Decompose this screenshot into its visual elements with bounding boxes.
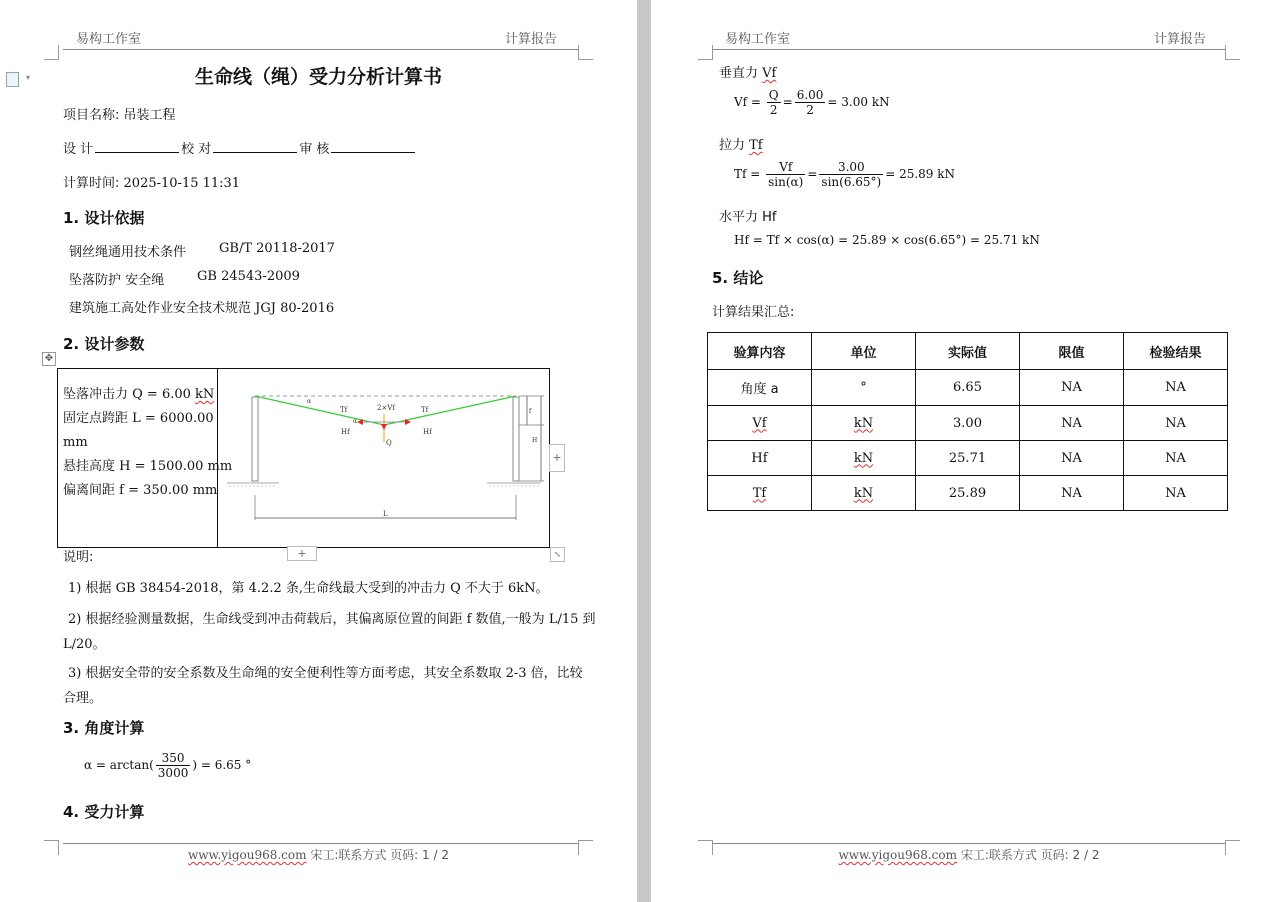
crop-mark	[1225, 45, 1240, 60]
basis-item	[69, 297, 334, 316]
header-rule	[63, 49, 578, 50]
chevron-down-icon[interactable]: ▾	[26, 73, 31, 82]
table-row	[708, 406, 1228, 441]
param-q-text: 坠落冲击力 Q = 6.00	[63, 387, 196, 402]
label-q: Q	[386, 439, 392, 447]
footer-text: 宋工:联系方式 页码: 2 / 2	[957, 848, 1100, 862]
footer-link[interactable]: www.yigou968.com	[188, 848, 307, 862]
time-value: 2025-10-15 11:31	[123, 176, 241, 191]
header-left: 易构工作室	[76, 32, 142, 47]
frac-den: 2	[806, 103, 814, 117]
table-row	[708, 441, 1228, 476]
angle-rhs: ) = 6.65 °	[192, 758, 252, 772]
param-l: 固定点跨距 L = 6000.00	[63, 411, 214, 426]
footer	[0, 846, 637, 863]
table-cell: Hf	[708, 441, 812, 476]
table-cell: 25.89	[916, 476, 1020, 511]
table-cell: 3.00	[916, 406, 1020, 441]
footer	[651, 846, 1287, 863]
table-cell: kN	[812, 406, 916, 441]
table-cell: NA	[1124, 406, 1228, 441]
param-h: 悬挂高度 H = 1500.00 mm	[63, 459, 233, 474]
header-cell: 实际值	[916, 333, 1020, 370]
header-cell: 限值	[1020, 333, 1124, 370]
table-cell: 角度 a	[708, 370, 812, 406]
table-cell: NA	[1124, 370, 1228, 406]
basis-item	[69, 269, 164, 288]
basis-code: GB 24543-2009	[197, 269, 300, 284]
table-cell: kN	[812, 476, 916, 511]
angle-formula	[84, 751, 251, 780]
note-item: 3) 根据安全带的安全系数及生命绳的安全便利性等方面考虑，其安全系数取 2-3 倍，比较	[68, 666, 583, 681]
arrow-q	[381, 424, 387, 430]
label-tf-right: Tf	[421, 406, 429, 414]
crop-mark	[44, 45, 59, 60]
check-label: 校 对	[181, 142, 212, 157]
tf-heading	[719, 134, 763, 153]
crop-mark	[698, 45, 713, 60]
frac-den: sin(α)	[768, 175, 804, 189]
vf-frac-1	[767, 88, 781, 117]
header-rule	[712, 49, 1225, 50]
frac-num: 3.00	[819, 160, 883, 175]
frac-num: 6.00	[796, 88, 824, 102]
signature-line	[63, 138, 417, 157]
review-label: 审 核	[299, 142, 330, 157]
lifeline-diagram	[219, 370, 548, 546]
time-line	[63, 172, 240, 191]
parameter-list	[63, 383, 232, 503]
footer-text: 宋工:联系方式 页码: 1 / 2	[306, 848, 449, 862]
table-cell: Tf	[708, 476, 812, 511]
table-cell: 25.71	[916, 441, 1020, 476]
project-line	[63, 104, 176, 123]
tf-formula: Tf = $\frac{Vf}{\sin(\alpha)}$ = $\frac{3.00}{\sin(6.65^\circ)}$ = 25.89 kN	[734, 160, 956, 189]
vf-formula: Vf = $\frac{Q}{2}$ = $\frac{6.00}{2}$ = 3.00 kN	[734, 88, 890, 117]
section-4-heading: 4. 受力计算	[63, 803, 145, 821]
table-row	[708, 476, 1228, 511]
angle-den: 3000	[157, 766, 189, 780]
label-alpha-top: α	[307, 398, 312, 405]
label-l: L	[383, 510, 388, 518]
tf-symbol: Tf	[749, 138, 763, 153]
hf-heading: 水平力 Hf	[719, 210, 777, 225]
note-item: L/20。	[63, 637, 106, 652]
table-move-handle-icon[interactable]: ✥	[42, 352, 56, 366]
results-table	[707, 332, 1228, 511]
crop-mark	[578, 45, 593, 60]
note-item: 2) 根据经验测量数据，生命线受到冲击荷载后，其偏离原位置的间距 f 数值,一般为 L/15 到	[68, 612, 596, 627]
basis-code: JGJ 80-2016	[255, 301, 335, 316]
footer-rule	[712, 843, 1225, 844]
right-post	[513, 397, 519, 481]
table-cell: NA	[1020, 476, 1124, 511]
section-1-heading: 1. 设计依据	[63, 209, 145, 227]
header-right: 计算报告	[505, 32, 558, 47]
tf-lhs: Tf =	[734, 167, 765, 181]
frac-den: 2	[769, 103, 778, 117]
table-cell: NA	[1020, 441, 1124, 476]
frac-num: Vf	[766, 160, 805, 175]
tf-result: = 25.89 kN	[885, 167, 956, 181]
header-left: 易构工作室	[725, 32, 791, 47]
table-cell: NA	[1020, 406, 1124, 441]
tf-frac-2	[819, 160, 883, 189]
page-1	[0, 0, 637, 902]
vf-symbol: Vf	[762, 66, 777, 81]
tf-frac-1	[766, 160, 805, 189]
note-item: 1) 根据 GB 38454-2018，第 4.2.2 条,生命线最大受到的冲击力 Q 不大于 6kN。	[68, 581, 549, 596]
vf-label: 垂直力	[719, 66, 763, 81]
label-h: H	[532, 437, 538, 444]
frac-num: Q	[768, 88, 779, 102]
parameter-table	[57, 368, 550, 548]
table-cell: kN	[812, 441, 916, 476]
label-tf-left: Tf	[340, 406, 348, 414]
basis-name: 建筑施工高处作业安全技术规范	[69, 301, 252, 316]
footer-rule	[63, 843, 578, 844]
label-hf-right: Hf	[423, 428, 432, 436]
note-label: 说明:	[63, 550, 94, 565]
angle-lhs: α = arctan(	[84, 758, 154, 772]
check-blank[interactable]	[213, 140, 297, 153]
design-label: 设 计	[63, 142, 94, 157]
header-cell: 检验结果	[1124, 333, 1228, 370]
vf-result: = 3.00 kN	[827, 95, 890, 109]
label-alpha: α	[353, 418, 358, 425]
frac-den: sin(6.65°)	[821, 175, 882, 189]
section-3-heading: 3. 角度计算	[63, 719, 145, 737]
table-cell: NA	[1124, 441, 1228, 476]
basis-name: 钢丝绳通用技术条件	[69, 245, 187, 260]
table-header-row	[708, 333, 1228, 370]
param-l-unit: mm	[63, 435, 88, 450]
header-cell: 验算内容	[708, 333, 812, 370]
page-2	[651, 0, 1287, 902]
hf-formula: Hf = Tf × cos(α) = 25.89 × cos(6.65°) = 25.71 kN	[734, 233, 1040, 247]
angle-fraction	[156, 751, 191, 780]
left-post	[252, 397, 258, 481]
angle-num: 350	[156, 751, 191, 766]
table-cell: NA	[1124, 476, 1228, 511]
basis-code: GB/T 20118-2017	[219, 241, 335, 256]
table-row	[708, 370, 1228, 406]
basis-name: 坠落防护 安全绳	[69, 273, 165, 288]
section-2-heading: 2. 设计参数	[63, 335, 145, 353]
project-name: 吊装工程	[123, 108, 176, 123]
section-5-heading: 5. 结论	[712, 269, 764, 287]
param-f: 偏离间距 f = 350.00 mm	[63, 483, 218, 498]
label-hf-left: Hf	[341, 428, 350, 436]
vf-lhs: Vf =	[734, 95, 765, 109]
page-title: 生命线（绳）受力分析计算书	[194, 66, 442, 88]
param-q-unit: kN	[195, 387, 215, 402]
tf-label: 拉力	[719, 138, 750, 153]
vf-frac-2	[795, 88, 826, 117]
header-right: 计算报告	[1154, 32, 1207, 47]
footer-link[interactable]: www.yigou968.com	[838, 848, 957, 862]
summary-label: 计算结果汇总:	[712, 305, 795, 320]
table-cell: °	[812, 370, 916, 406]
resize-table-icon[interactable]: ⤡	[550, 547, 565, 562]
table-cell: 6.65	[916, 370, 1020, 406]
time-label: 计算时间:	[63, 176, 120, 191]
table-cell: NA	[1020, 370, 1124, 406]
param-q	[63, 383, 232, 407]
table-cell: Vf	[708, 406, 812, 441]
project-label: 项目名称:	[63, 108, 120, 123]
label-2vf: 2×Vf	[377, 404, 395, 412]
header-cell: 单位	[812, 333, 916, 370]
review-blank[interactable]	[331, 140, 415, 153]
add-row-icon[interactable]: +	[287, 546, 317, 561]
add-column-icon[interactable]: +	[549, 444, 565, 472]
label-f: f	[529, 408, 532, 415]
note-item: 合理。	[63, 691, 103, 706]
basis-item	[69, 241, 186, 260]
design-blank[interactable]	[95, 140, 179, 153]
vf-heading	[719, 62, 776, 81]
